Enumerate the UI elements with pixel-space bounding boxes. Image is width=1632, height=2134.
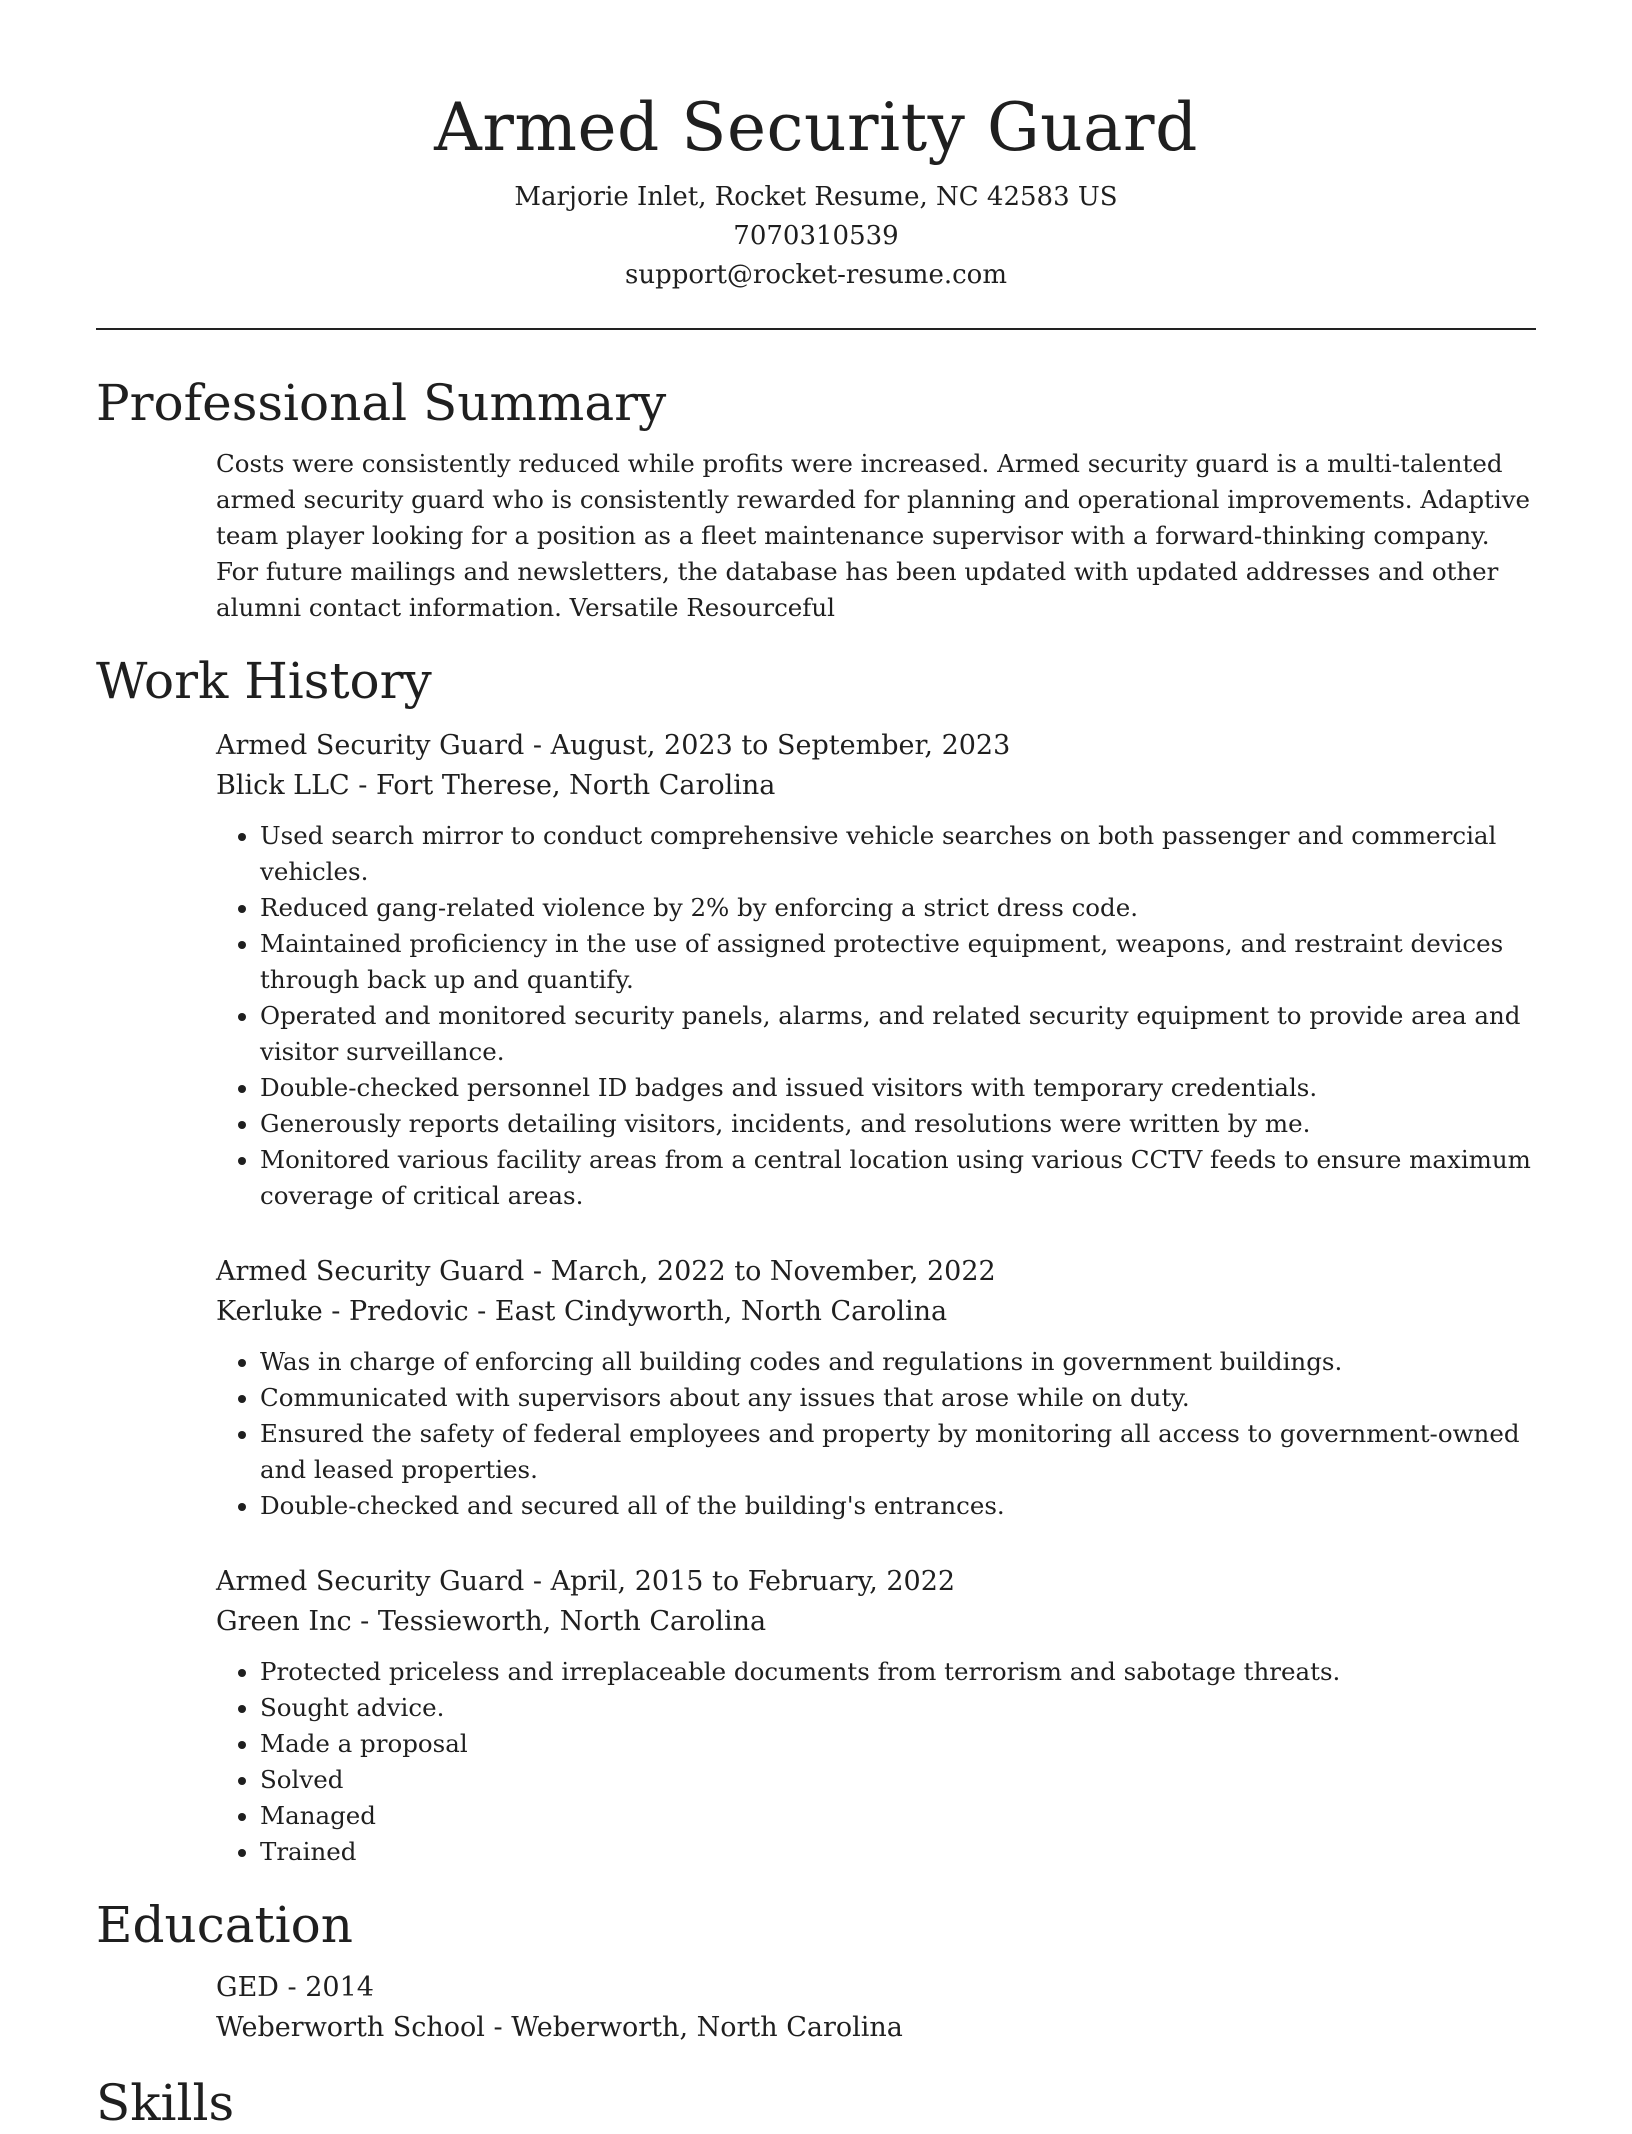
list-item: • Solved — [260, 1762, 1536, 1798]
list-item: • Monitored various facility areas from a central location using various CCTV feeds to ensure maximum coverage of critical areas. — [260, 1142, 1536, 1214]
school-line — [216, 2008, 1536, 2048]
email: support@rocket-resume.com — [624, 260, 1007, 290]
list-item: • Communicated with supervisors about any issues that arose while on duty. — [260, 1380, 1536, 1416]
list-item: • Made a proposal — [260, 1726, 1536, 1762]
job-company-line — [216, 1602, 1536, 1642]
work-history-heading: Work History — [96, 652, 432, 710]
summary-section — [96, 372, 1536, 626]
work-history-section — [96, 650, 1536, 1870]
list-item: • Trained — [260, 1834, 1536, 1870]
list-item: • Was in charge of enforcing all building codes and regulations in government buildings. — [260, 1344, 1536, 1380]
job-entry — [216, 1562, 1536, 1870]
job-dates: - August, 2023 to September, 2023 — [524, 730, 1011, 761]
job-company: Green Inc — [216, 1606, 352, 1637]
education-heading: Education — [96, 1896, 353, 1954]
skills-section — [96, 2072, 1536, 2134]
job-company: Kerluke - Predovic — [216, 1296, 469, 1327]
job-entry — [216, 726, 1536, 1214]
job-company-line — [216, 766, 1536, 806]
job-title: Armed Security Guard — [216, 1256, 525, 1287]
list-item: • Maintained proficiency in the use of assigned protective equipment, weapons, and restraint devices through back up and quantify. — [260, 926, 1536, 998]
list-item: • Used search mirror to conduct comprehensive vehicle searches on both passenger and commercial vehicles. — [260, 818, 1536, 890]
summary-text: Costs were consistently reduced while profits were increased. Armed security guard is a multi-talented armed security guard who is consistently rewarded for planning and operational improvements. Adaptive team player looking for a position as a fleet maintenance supervisor with a forward-thinking company. For future mailings and newsletters, the database has been updated with updated addresses and other alumni contact information. Versatile Resourceful — [216, 449, 1531, 622]
school-location: - Weberworth, North Carolina — [484, 2012, 903, 2043]
list-item: • Generously reports detailing visitors, incidents, and resolutions were written by me. — [260, 1106, 1536, 1142]
job-company: Blick LLC — [216, 770, 350, 801]
list-item: • Managed — [260, 1798, 1536, 1834]
candidate-name: Armed Security Guard — [434, 89, 1198, 166]
job-location: - East Cindyworth, North Carolina — [468, 1296, 948, 1327]
resume-header — [96, 0, 1536, 295]
job-title-line — [216, 1562, 1536, 1602]
job-company-line — [216, 1292, 1536, 1332]
job-title: Armed Security Guard — [216, 730, 525, 761]
phone: 7070310539 — [733, 221, 899, 251]
degree-year: - 2014 — [278, 1972, 374, 2003]
job-title-line — [216, 1252, 1536, 1292]
job-title: Armed Security Guard — [216, 1566, 525, 1597]
summary-heading: Professional Summary — [96, 374, 667, 432]
education-section — [96, 1894, 1536, 2048]
job-dates: - March, 2022 to November, 2022 — [524, 1256, 996, 1287]
address: Marjorie Inlet, Rocket Resume, NC 42583 US — [514, 182, 1118, 212]
list-item: • Reduced gang-related violence by 2% by enforcing a strict dress code. — [260, 890, 1536, 926]
job-bullets — [216, 818, 1536, 1214]
education-entry — [216, 1968, 1536, 2048]
list-item: • Sought advice. — [260, 1690, 1536, 1726]
job-title-line — [216, 726, 1536, 766]
list-item: • Protected priceless and irreplaceable documents from terrorism and sabotage threats. — [260, 1654, 1536, 1690]
job-location: - Tessieworth, North Carolina — [351, 1606, 767, 1637]
degree-line — [216, 1968, 1536, 2008]
job-bullets — [216, 1344, 1536, 1524]
list-item: • Double-checked personnel ID badges and issued visitors with temporary credentials. — [260, 1070, 1536, 1106]
school-name: Weberworth School — [216, 2012, 485, 2043]
list-item: • Double-checked and secured all of the building's entrances. — [260, 1488, 1536, 1524]
degree: GED — [216, 1972, 279, 2003]
job-location: - Fort Therese, North Carolina — [349, 770, 776, 801]
skills-heading: Skills — [96, 2074, 235, 2132]
header-divider — [96, 328, 1536, 330]
resume-page — [96, 0, 1536, 2134]
list-item: • Operated and monitored security panels, alarms, and related security equipment to provide area and visitor surveillance. — [260, 998, 1536, 1070]
job-bullets — [216, 1654, 1536, 1870]
list-item: • Ensured the safety of federal employees and property by monitoring all access to government-owned and leased properties. — [260, 1416, 1536, 1488]
job-entry — [216, 1252, 1536, 1524]
job-dates: - April, 2015 to February, 2022 — [524, 1566, 956, 1597]
contact-info — [96, 178, 1536, 295]
